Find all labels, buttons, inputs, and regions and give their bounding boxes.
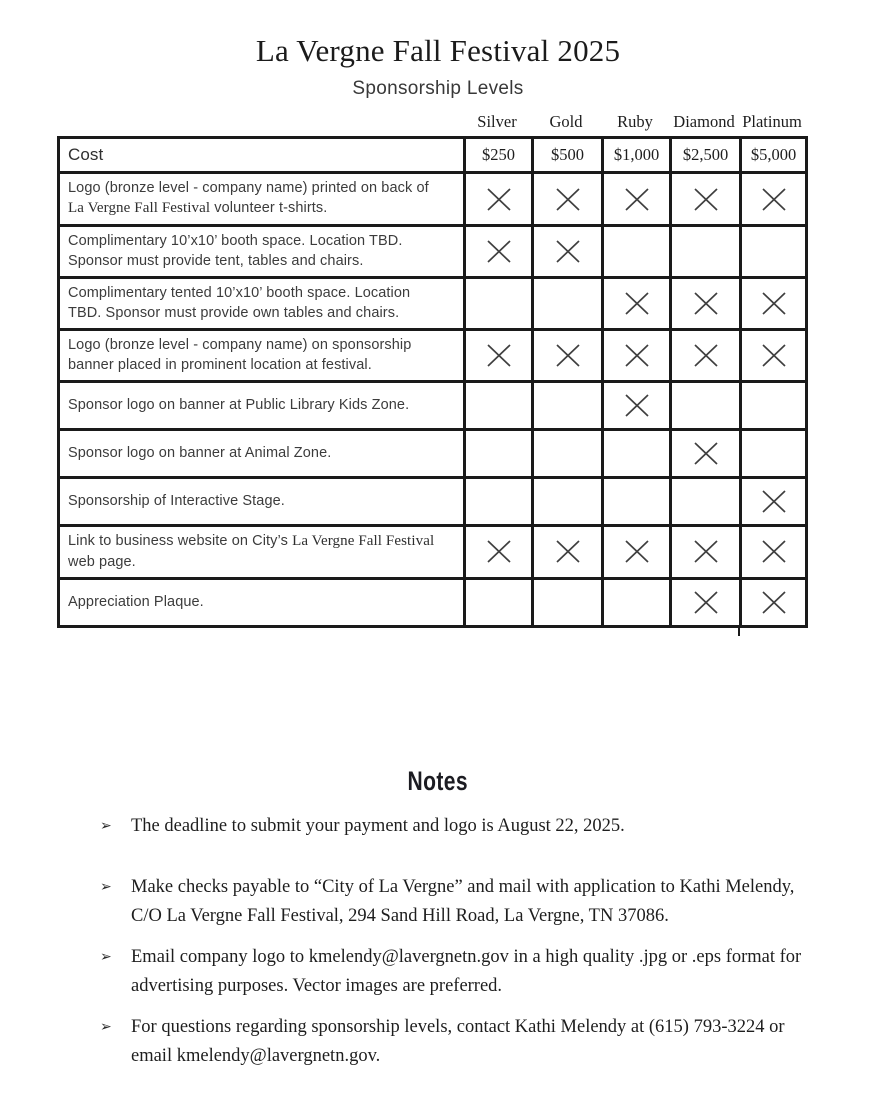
column-header-diamond: Diamond: [673, 112, 735, 131]
x-mark-cell: [603, 330, 671, 382]
x-mark-cell: [465, 330, 533, 382]
empty-cell: [465, 578, 533, 626]
note-item: [100, 943, 814, 1001]
x-mark-icon: [622, 538, 652, 565]
cost-value: $5,000: [741, 138, 807, 173]
x-mark-cell: [741, 578, 807, 626]
benefit-label: [59, 526, 465, 579]
x-mark-icon: [553, 342, 583, 369]
note-item: [100, 1013, 814, 1071]
x-mark-cell: [671, 173, 741, 226]
benefit-label-segment: volunteer t-shirts.: [210, 200, 328, 217]
x-mark-icon: [622, 342, 652, 369]
x-mark-icon: [484, 538, 514, 565]
benefit-row: [59, 430, 807, 478]
x-mark-icon: [553, 186, 583, 213]
benefit-label: [59, 430, 465, 478]
empty-cell: [603, 578, 671, 626]
empty-cell: [671, 226, 741, 278]
notes-heading: Notes: [407, 766, 469, 796]
x-mark-icon: [553, 238, 583, 265]
x-mark-cell: [465, 526, 533, 579]
sponsorship-table: [57, 136, 808, 628]
x-mark-icon: [484, 186, 514, 213]
empty-cell: [603, 478, 671, 526]
empty-cell: [533, 478, 603, 526]
x-mark-icon: [484, 342, 514, 369]
x-mark-cell: [671, 578, 741, 626]
empty-cell: [533, 278, 603, 330]
x-mark-icon: [622, 290, 652, 317]
header-spacer: [57, 112, 463, 132]
benefit-label: [59, 173, 465, 226]
x-mark-icon: [484, 238, 514, 265]
cost-value: $1,000: [603, 138, 671, 173]
x-mark-cell: [671, 278, 741, 330]
benefit-row: [59, 278, 807, 330]
x-mark-cell: [741, 526, 807, 579]
x-mark-icon: [691, 589, 721, 616]
benefit-label-segment: La Vergne Fall Festival: [292, 533, 435, 550]
x-mark-icon: [691, 342, 721, 369]
x-mark-cell: [741, 278, 807, 330]
benefit-label: [59, 226, 465, 278]
x-mark-cell: [741, 330, 807, 382]
note-text: Email company logo to kmelendy@lavergnetn.gov in a high quality .jpg or .eps format for advertising purposes. Vector images are preferred.: [131, 947, 806, 996]
table-bottom-tick-mark: [738, 626, 740, 636]
benefit-row: [59, 578, 807, 626]
benefit-label-segment: Sponsorship of Interactive Stage.: [68, 493, 285, 510]
empty-cell: [465, 430, 533, 478]
x-mark-icon: [691, 290, 721, 317]
benefit-label: [59, 478, 465, 526]
arrow-bullet-icon: ➢: [100, 879, 112, 895]
column-header-gold: Gold: [549, 112, 583, 131]
x-mark-icon: [759, 342, 789, 369]
benefit-label-segment: La Vergne Fall Festival: [68, 200, 211, 217]
empty-cell: [671, 382, 741, 430]
note-text: For questions regarding sponsorship levels, contact Kathi Melendy at (615) 793-3224 or email kmelendy@lavergnetn.gov.: [131, 1017, 790, 1066]
notes-list: [100, 812, 814, 1071]
x-mark-cell: [603, 278, 671, 330]
x-mark-icon: [622, 392, 652, 419]
empty-cell: [465, 382, 533, 430]
benefit-label-segment: web page.: [68, 553, 136, 570]
note-item: [100, 812, 814, 841]
x-mark-icon: [622, 186, 652, 213]
empty-cell: [603, 430, 671, 478]
column-header-ruby: Ruby: [617, 112, 653, 131]
benefit-label-segment: Sponsor logo on banner at Animal Zone.: [68, 445, 332, 462]
empty-cell: [603, 226, 671, 278]
x-mark-cell: [741, 478, 807, 526]
x-mark-icon: [759, 488, 789, 515]
x-mark-icon: [759, 589, 789, 616]
arrow-bullet-icon: ➢: [100, 1019, 112, 1035]
x-mark-icon: [553, 538, 583, 565]
empty-cell: [741, 382, 807, 430]
x-mark-cell: [533, 330, 603, 382]
x-mark-cell: [671, 526, 741, 579]
x-mark-cell: [533, 526, 603, 579]
sponsorship-table-wrap: [57, 136, 808, 628]
x-mark-icon: [759, 538, 789, 565]
benefit-label: [59, 278, 465, 330]
empty-cell: [671, 478, 741, 526]
x-mark-icon: [759, 186, 789, 213]
page-subtitle: Sponsorship Levels: [352, 78, 524, 99]
page-title: La Vergne Fall Festival 2025: [255, 33, 621, 68]
cost-value: $250: [465, 138, 533, 173]
x-mark-cell: [465, 226, 533, 278]
x-mark-cell: [671, 330, 741, 382]
x-mark-icon: [691, 538, 721, 565]
x-mark-icon: [691, 440, 721, 467]
note-item: [100, 873, 814, 931]
benefit-label-segment: Complimentary 10’x10’ booth space. Location TBD. Sponsor must provide tent, tables and chairs.: [68, 233, 403, 270]
benefit-row: [59, 526, 807, 579]
benefit-label: [59, 382, 465, 430]
column-header-platinum: Platinum: [742, 112, 802, 131]
x-mark-cell: [533, 226, 603, 278]
column-header-silver: Silver: [477, 112, 517, 131]
cost-value: $2,500: [671, 138, 741, 173]
benefit-label-segment: Sponsor logo on banner at Public Library Kids Zone.: [68, 397, 410, 414]
empty-cell: [465, 478, 533, 526]
x-mark-cell: [603, 173, 671, 226]
arrow-bullet-icon: ➢: [100, 949, 112, 965]
benefit-label: [59, 330, 465, 382]
note-text: The deadline to submit your payment and logo is August 22, 2025.: [131, 816, 625, 836]
x-mark-cell: [671, 430, 741, 478]
x-mark-icon: [691, 186, 721, 213]
benefit-label-segment: Logo (bronze level - company name) printed on back of: [68, 180, 429, 197]
arrow-bullet-icon: ➢: [100, 818, 112, 834]
x-mark-cell: [533, 173, 603, 226]
x-mark-cell: [603, 526, 671, 579]
cost-row: [59, 138, 807, 173]
x-mark-icon: [759, 290, 789, 317]
level-column-headers: [57, 112, 805, 132]
benefit-row: [59, 382, 807, 430]
benefit-label-segment: Link to business website on City’s: [68, 533, 293, 550]
empty-cell: [465, 278, 533, 330]
empty-cell: [533, 430, 603, 478]
benefit-label: [59, 578, 465, 626]
x-mark-cell: [741, 173, 807, 226]
benefit-row: [59, 226, 807, 278]
cost-value: $500: [533, 138, 603, 173]
empty-cell: [741, 430, 807, 478]
benefit-label-segment: Logo (bronze level - company name) on sponsorship banner placed in prominent location at festival.: [68, 337, 412, 374]
benefit-label-segment: Complimentary tented 10’x10’ booth space. Location TBD. Sponsor must provide own tables and chairs.: [68, 285, 411, 322]
empty-cell: [533, 382, 603, 430]
benefit-row: [59, 173, 807, 226]
cost-label: Cost: [59, 138, 465, 173]
empty-cell: [533, 578, 603, 626]
benefit-label-segment: Appreciation Plaque.: [68, 593, 204, 610]
x-mark-cell: [603, 382, 671, 430]
note-text: Make checks payable to “City of La Vergne” and mail with application to Kathi Melendy, C/O La Vergne Fall Festival, 294 Sand Hill Road, La Vergne, TN 37086.: [131, 877, 804, 926]
empty-cell: [741, 226, 807, 278]
benefit-row: [59, 330, 807, 382]
x-mark-cell: [465, 173, 533, 226]
benefit-row: [59, 478, 807, 526]
